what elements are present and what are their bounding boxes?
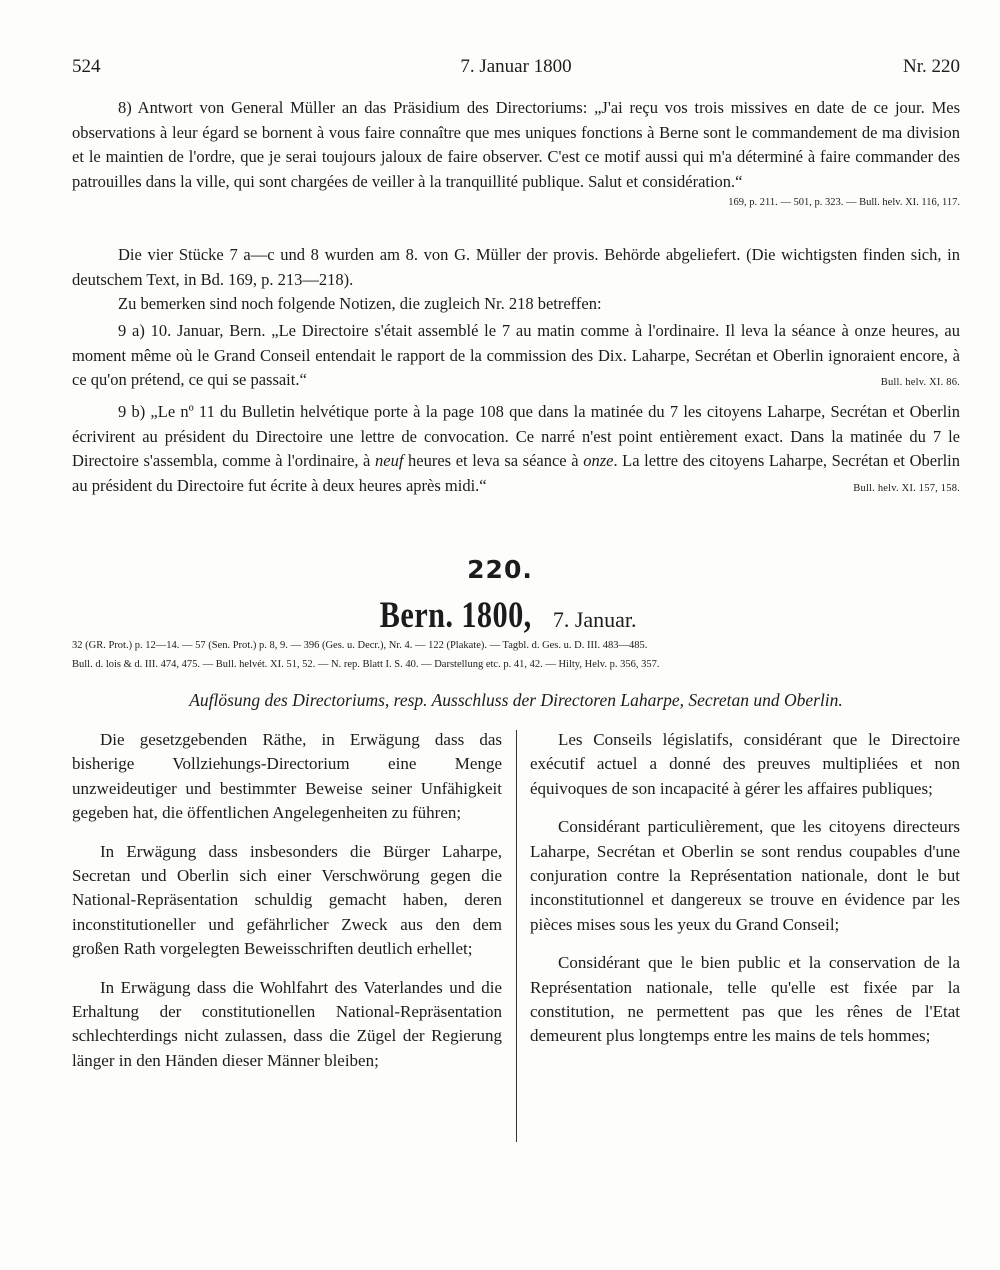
header-document-number: Nr. 220 — [903, 56, 960, 77]
paragraph-9b-text — [72, 400, 960, 498]
german-paragraph-3: In Erwägung dass die Wohlfahrt des Vaterlandes und die Erhaltung der constitutionellen National-Repräsentation schlechterdings nicht zulassen, dass die Zügel der Regierung länger in den Händen dieser Männer bleiben; — [72, 977, 502, 1070]
paragraph-9b-part1: 9 b) „Le nº 11 du Bulletin helvétique porte à la page 108 que dans la matinée du 7 les citoyens Laharpe, Secrétan et Oberlin écrivirent au président du Directoire une lettre de convocation. Ce narré n'est point entièrement exact. Dans la matinée du 7 le Directoire s'assembla, comme à l'ordinaire, à — [72, 402, 960, 470]
french-paragraph-3: Considérant que le bien public et la conservation de la Représentation nationale, telle qu'elle est fixée par la constitution, ne permettent pas que les rênes de l'Etat demeurent plus longtemps entre les mains de tels hommes; — [530, 953, 960, 1046]
note-stuecke-text: Die vier Stücke 7 a—c und 8 wurden am 8. von G. Müller der provis. Behörde abgeliefert. (Die wichtigsten finden sich, in deutschem Text, in Bd. 169, p. 213—218). — [72, 245, 960, 289]
french-column — [530, 728, 960, 1063]
page-header — [72, 56, 960, 86]
paragraph-8-text: 8) Antwort von General Müller an das Präsidium des Directoriums: „J'ai reçu vos trois missives en date de ce jour. Mes observations à leur égard se bornent à vous faire connaître que mes uniques fonctions à Berne sont le commandement de ma division et le maintien de l'ordre, que je serai toujours jaloux de faire observer. C'est ce motif aussi qui m'a déterminé à faire commander des patrouilles dans la ville, qui sont chargées de veiller à la tranquillité publique. Salut et considération.“ — [72, 98, 960, 191]
paragraph-8 — [72, 96, 960, 211]
paragraph-9b-part2: heures et leva sa séance à — [403, 451, 584, 470]
german-column — [72, 728, 502, 1087]
header-date: 7. Januar 1800 — [460, 56, 572, 77]
paragraph-9a-reference: Bull. helv. XI. 86. — [880, 377, 960, 388]
german-paragraph-1: Die gesetzgebenden Räthe, in Erwägung dass das bisherige Vollziehungs-Directorium eine Menge unzweideutiger und bestimmter Beweise seiner Unfähigkeit gegeben hat, die öffentlichen Angelegenheiten zu führen; — [72, 730, 502, 823]
paragraph-9b-italic-onze: onze — [583, 451, 614, 470]
column-divider — [516, 730, 517, 1142]
paragraph-9a-body: 9 a) 10. Januar, Bern. „Le Directoire s'était assemblé le 7 au matin comme à l'ordinaire. Il leva la séance à onze heures, au moment même où le Grand Conseil entendait le rapport de la commission des Dix. Laharpe, Secrétan et Oberlin ignoraient encore, à ce qu'on prétend, ce qui se passait.“ — [72, 321, 960, 389]
paragraph-8-reference: 169, p. 211. — 501, p. 323. — Bull. helv. XI. 116, 117. — [728, 197, 960, 208]
paragraph-9b-part3: . La lettre des citoyens Laharpe, Secrétan et Oberlin au président du Directoire fut écrite à deux heures après midi.“ — [72, 451, 960, 495]
french-paragraph-1: Les Conseils législatifs, considérant que le Directoire exécutif actuel a donné des preuves multipliées et non équivoques de son incapacité à gérer les affaires publiques; — [530, 730, 960, 798]
paragraph-9a-text — [72, 319, 960, 393]
document-sources — [72, 636, 960, 674]
document-number: 220. — [467, 555, 533, 584]
document-date: 7. Januar. — [552, 607, 637, 632]
note-bemerken — [72, 292, 960, 317]
paragraph-9b-reference: Bull. helv. XI. 157, 158. — [853, 482, 960, 494]
page-number: 524 — [72, 56, 101, 77]
document-subject: Auflösung des Directoriums, resp. Ausschluss der Directoren Laharpe, Secretan und Oberlin. — [189, 690, 843, 710]
paragraph-9b — [72, 400, 960, 501]
note-bemerken-text: Zu bemerken sind noch folgende Notizen, die zugleich Nr. 218 betreffen: — [118, 294, 602, 313]
sources-line-1: 32 (GR. Prot.) p. 12—14. — 57 (Sen. Prot.) p. 8, 9. — 396 (Ges. u. Decr.), Nr. 4. — 122 (Plakate). — Tagbl. d. Ges. u. D. III. 483—485. — [72, 640, 648, 651]
french-paragraph-2: Considérant particulièrement, que les citoyens directeurs Laharpe, Secrétan et Oberlin se sont rendus coupables d'une conjuration contre la Représentation nationale, dont le but inconstitutionnel et dangereux se trouve en évidence par les pièces mises sous les yeux du Grand Conseil; — [530, 817, 960, 934]
note-stuecke — [72, 243, 960, 292]
paragraph-9b-italic-neuf: neuf — [375, 451, 404, 470]
document-title — [0, 594, 1000, 637]
sources-line-2: Bull. d. lois & d. III. 474, 475. — Bull. helvét. XI. 51, 52. — N. rep. Blatt I. S. 40. — Darstellung etc. p. 41, 42. — Hilty, Helv. p. 356, 357. — [72, 659, 660, 670]
german-paragraph-2: In Erwägung dass insbesonders die Bürger Laharpe, Secretan und Oberlin sich einer Verschwörung gegen die National-Repräsentation schuldig gemacht haben, deren inconstitutioneller und gefährlicher Zweck aus den dem großen Rath vorgelegten Beweisschriften deutlich erhellet; — [72, 841, 502, 959]
paragraph-9a — [72, 319, 960, 396]
document-place-year: Bern. 1800, — [380, 595, 533, 636]
